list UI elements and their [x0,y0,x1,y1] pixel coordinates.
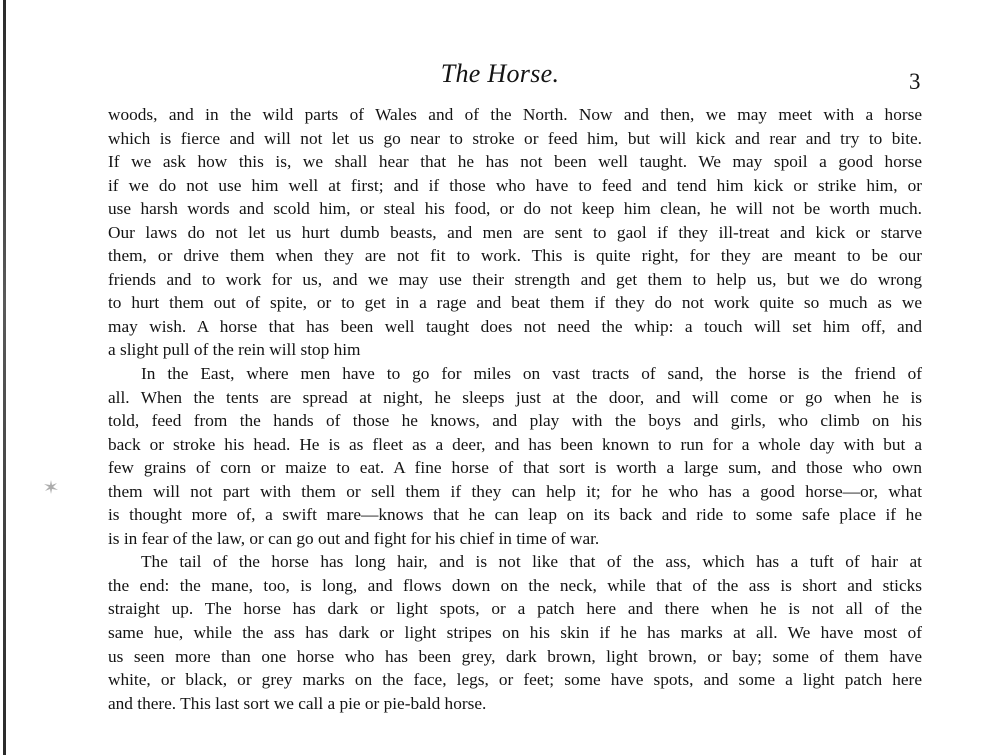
paragraph-first-line: The tail of the horse has long hair, and is not like that of the ass, which has a tuft of hair at [141,552,922,572]
text-line: friends and to work for us, and we may use their strength and get them to help us, but we do wrong [108,269,922,289]
running-title: The Horse. [440,59,560,88]
text-line: back or stroke his head. He is as fleet as a deer, and has been known to run for a whole day with but a [108,434,922,454]
text-line: told, feed from the hands of those he knows, and play with the boys and girls, who climb on his [108,411,922,431]
text-line: them, or drive them when they are not fit to work. This is quite right, for they are meant to be our [108,246,922,266]
text-line: If we ask how this is, we shall hear that he has not been well taught. We may spoil a good horse [108,152,922,172]
text-line: same hue, while the ass has dark or light stripes on his skin if he has marks at all. We have most of [108,623,922,643]
page-binding-edge [3,0,6,755]
text-line: if we do not use him well at first; and if those who have to feed and tend him kick or strike him, or [108,175,922,195]
paragraph-end-line: is in fear of the law, or can go out and fight for his chief in time of war. [108,528,600,548]
page-number: 3 [909,69,921,94]
text-line: them will not part with them or sell them if they can help it; for he who has a good horse—or, what [108,481,922,501]
text-line: the end: the mane, too, is long, and flows down on the neck, while that of the ass is short and sticks [108,575,922,595]
text-line: woods, and in the wild parts of Wales and of the North. Now and then, we may meet with a horse [108,105,922,124]
text-line: may wish. A horse that has been well taught does not need the whip: a touch will set him off, and [108,316,922,336]
body-text [108,103,922,715]
text-line: straight up. The horse has dark or light spots, or a patch here and there when he is not all of the [108,599,922,619]
paragraph-end-line: and there. This last sort we call a pie or pie-bald horse. [108,693,487,713]
text-line: use harsh words and scold him, or steal his food, or do not keep him clean, he will not be worth much. [108,199,922,219]
text-line: few grains of corn or maize to eat. A fine horse of that sort is worth a large sum, and those who own [108,458,922,478]
text-line: Our laws do not let us hurt dumb beasts, and men are sent to gaol if they ill-treat and kick or starve [108,222,922,242]
text-line: is thought more of, a swift mare—knows that he can leap on its back and ride to some safe place if he [108,505,922,525]
ink-speck-mark [42,478,60,496]
text-line: all. When the tents are spread at night, he sleeps just at the door, and will come or go when he is [108,387,922,407]
text-line: which is fierce and will not let us go near to stroke or feed him, but will kick and rear and try to bite. [108,128,922,148]
text-line: to hurt them out of spite, or to get in a rage and beat them if they do not work quite so much as we [108,293,922,313]
paragraph-end-line: a slight pull of the rein will stop him [108,340,361,360]
text-line: us seen more than one horse who has been grey, dark brown, light brown, or bay; some of them have [108,646,922,666]
paragraph-first-line: In the East, where men have to go for miles on vast tracts of sand, the horse is the friend of [141,364,922,384]
text-line: white, or black, or grey marks on the face, legs, or feet; some have spots, and some a light patch here [108,670,922,690]
